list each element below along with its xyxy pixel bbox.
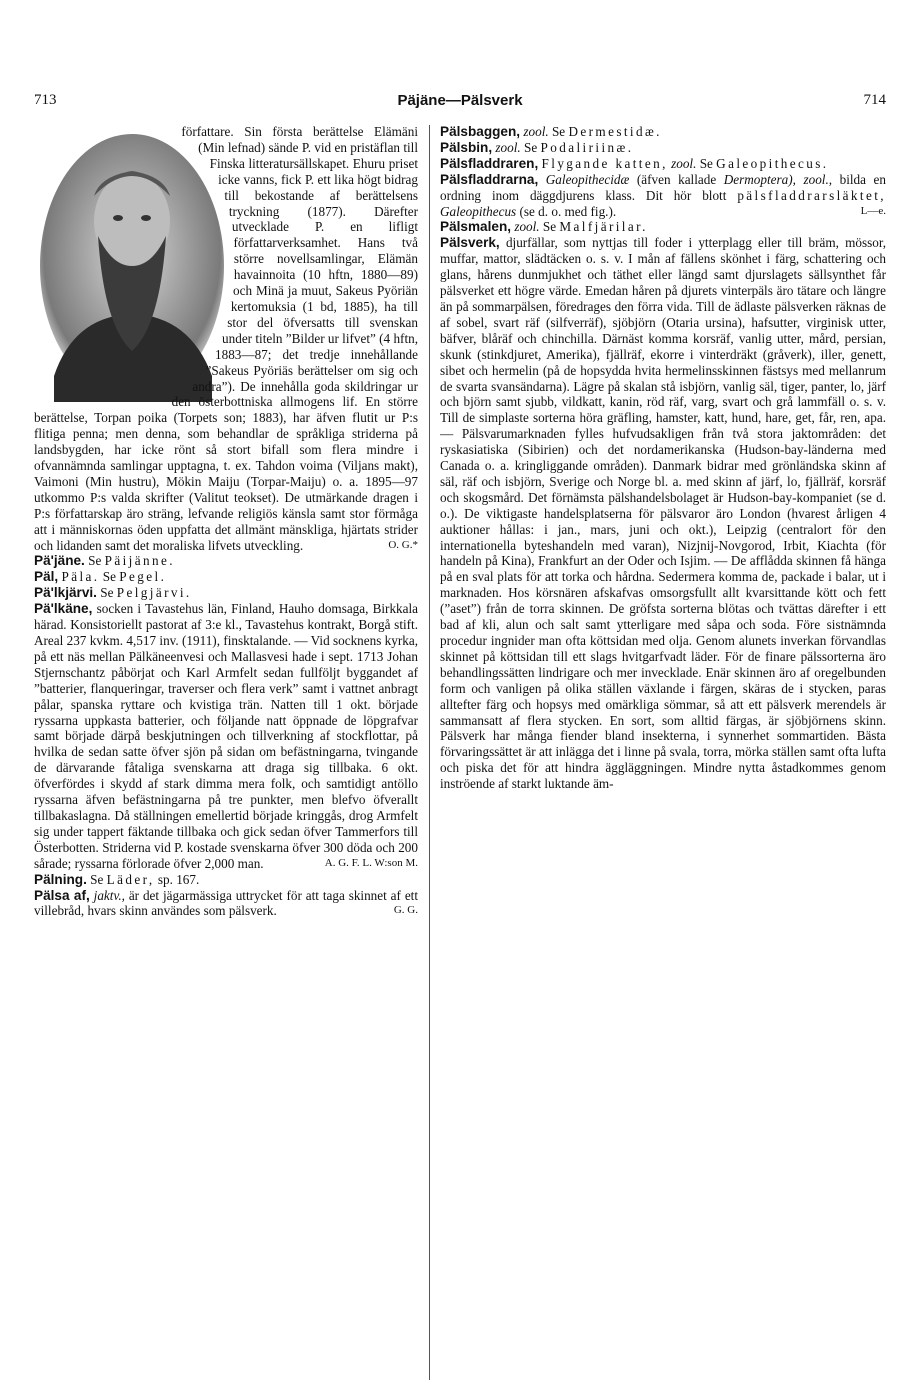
cross-reference: Malfjärilar.: [559, 219, 648, 235]
entry-palsfladdrarna: Pälsfladdrarna, Galeopithecidæ (äfven kallade Dermoptera), zool., bilda en ordning inom däggdjurens klass. Dit hör blott pälsfladdrarsläktet, Galeopithecus (se d. o. med fig.). L—e.: [440, 171, 886, 219]
headword: Pä'jäne.: [34, 553, 85, 569]
running-title: Päjäne—Pälsverk: [397, 92, 523, 109]
entry-palkane: [34, 601, 418, 871]
entry-pal: Päl, Päla. Se Pegel.: [34, 569, 167, 585]
page-header: [34, 92, 886, 114]
author-signature: O. G.*: [388, 538, 418, 551]
headword: Pälsfladdraren,: [440, 155, 539, 171]
headword: Pälsa af,: [34, 887, 90, 903]
page-number-right: 714: [863, 92, 886, 108]
headword: Pälsbaggen,: [440, 124, 521, 139]
cross-reference: Läder,: [106, 871, 155, 887]
entry-palsmalen: Pälsmalen, zool. Se Malfjärilar.: [440, 219, 648, 235]
entry-text: socken i Tavastehus län, Finland, Hauho domsaga, Birkkala härad. Konsistoriellt pastorat af 3:e kl., Tavastehus kontrakt, Borgå stift. Areal 237 kvkm. 4,517 inv. (1911), finsktalande. — Vid socknens kyrka, på ett näs mellan Pälkäneenvesi och Mallasvesi hade i sept. 1713 Johan Stjernschantz påbörjat och Karl Armfelt sedan fullföljt byggandet af ”batterier, flanqueringar, traverser och flera verk” samt i vattnet anbragt pålar, spanska ryttare och kvistiga trän. Natten till 1 okt. började ryssarna uppkasta batterier, och följande natt öppnade de löpgrafvar samt började därpå beskjutningen och tillverkning af stockflottar, på hvilka de sedan satte öfver sjön på sidan om befästningarna, tvingande de därvarande fåtaliga svenskarna att draga sig tillbaka. 6 okt. öfverfördes i skydd af stark dimma mera folk, och samtidigt antöllo ryssarna äfven befästningarna på tre punkter, men blefvo öfverallt tillbakaslagna. Då ställningen emellertid började kringgås, drog Armfelt sig under tappert fäktande tillbaka och gick sedan öfver Tammerfors till Österbotten. Striderna vid P. kostade svenskarna öfver 300 döda och 200 sårade; ryssarna förlorade öfver 2,000 man.: [34, 601, 418, 871]
entry-palsfladdraren: Pälsfladdraren, Flygande katten, zool. Se Galeopithecus.: [440, 155, 829, 171]
entry-palsverk: [440, 235, 886, 792]
headword: Pä'lkjärvi.: [34, 585, 97, 601]
portrait-image: [34, 126, 230, 402]
headword: Päl,: [34, 569, 59, 585]
cross-reference: Pelgjärvi.: [116, 585, 192, 601]
cross-reference: Galeopithecus.: [716, 155, 829, 171]
author-signature: L—e.: [860, 204, 886, 217]
headword: Pälsverk,: [440, 235, 500, 251]
cross-reference: Päijänne.: [104, 553, 175, 569]
entry-paivarinta-continued: [34, 124, 418, 553]
entry-text: är det jägarmässiga uttrycket för att taga skinnet af ett villebråd, hvars skinn användes som pälsverk.: [34, 887, 418, 919]
left-column: [34, 124, 418, 1382]
author-signature: G. G.: [393, 904, 418, 917]
cross-reference: Podaliriinæ.: [540, 139, 634, 155]
author-signature: A. G. F. L. W:son M.: [324, 856, 418, 869]
page-number-left: 713: [34, 92, 57, 108]
entry-palsa-af: Pälsa af, jaktv., är det jägarmässiga uttrycket för att taga skinnet af ett villebråd, hvars skinn användes som pälsverk. G. G.: [34, 887, 418, 919]
entry-palkjarvi: Pä'lkjärvi. Se Pelgjärvi.: [34, 585, 192, 601]
cross-reference: Pegel.: [119, 569, 167, 585]
headword: Pälsfladdrarna,: [440, 171, 539, 187]
entry-palning: Pälning. Se Läder, sp. 167.: [34, 871, 200, 887]
right-column: [440, 124, 886, 1382]
headword: Pä'lkäne,: [34, 601, 93, 617]
portrait-engraving-icon: [34, 126, 230, 402]
headword: Pälning.: [34, 871, 87, 887]
column-divider: [429, 125, 430, 1380]
entry-palsbin: Pälsbin, zool. Se Podaliriinæ.: [440, 139, 634, 155]
entry-text: författare. Sin första berättelse Elämäni (Min lefnad) sände P. vid en pristäflan till Finska litteratursällskapet. Ehuru priset icke vanns, fick P. ett lika högt bidrag till bekostande af berättelsens tryckning (1877). Därefter utvecklade P. en lifligt författarverksamhet. Hans två större novellsamlingar, Elämän havainnoita (10 hftn, 1880—89) och Minä ja muut, Sakeus Pyöriän kertomuksia (1 bd, 1885), ha till stor del öfversatts till svenskan under titeln ”Bilder ur lifvet” (4 hftn, 1883—87; det tredje innehållande ”Sakeus Pyöriäs berättelser om sig och andra”). De innehålla goda skildringar ur den österbottniska allmogens lif. En större berättelse, Torpan poika (Torpets son; 1883), har äfven flutit ur P:s flitiga penna; men denna, som behandlar de språkliga striderna på landsbygden, har icke rönt så stort bifall som flera mindre i ofvannämnda samlingar upptagna, t. ex. Tahdon voima (Viljans makt), Vaimoni (Min hustru), Mökin Maiju (Torpar-Maiju) o. a. 1895—97 utkommo P:s valda skrifter (Valitut teokset). De utmärkande dragen i P:s författarskap äro sträng, lefvande religiös känsla samt stor förmåga att i människornas öden uppfatta det allmänt mänskliga, hjärtats strider och lidanden samt det moraliska lifvets utveckling.: [34, 124, 418, 553]
entry-palsbaggen: Pälsbaggen, zool. Se Dermestidæ.: [440, 124, 662, 139]
entry-text: djurfällar, som nyttjas till foder i ytterplagg eller till bräm, mössor, muffar, mattor, slädtäcken o. s. v. I mån af fällens skönhet i färg, schattering och glans, hårens dunmjukhet och täthet eller längd samt djurslagets sällsynthet får pälsverket ett högre värde. Emedan håren på djurets vinterpäls äro tätare och längre än på sommarpälsen, föredrages den förra vida. Till de ädlaste pälsverken räknas de af sobel, svart räf (silfverräf), sjöbjörn (Otaria ursina), hafsutter, virginisk utter, bäfver, blåräf och chinchilla. Därnäst komma korsräf, vanlig utter, mård, persian, skunk (stinkdjuret, Amerika), fjällräf, ekorre i vinterdräkt (gråverk), iller, genett, sibet och hermelin (på de hopsydda hvita hermelinsskinnen fästsys med mellanrum de svarta svansändarna). Lägre på skalan stå isbjörn, vanlig säl, tiger, panter, lo, järf och björn samt sjubb, vildkatt, kanin, röd räf, varg, svart och grå lammfäll o. s. v. Till de simplaste sorterna höra gräfling, hamster, katt, hund, hare, get, får, ren, apa. — Pälsvarumarknaden fylles hufvudsakligen från två stora jaktområden: det ryskasiatiska (Sibirien) och det nordamerikanska (Hudson-bay-länderna med Canada o. a. kringliggande områden). Danmark bidrar med grönländska skinn af säl, räf och isbjörn, Sverige och Norge bl. a. med skinn af järf, lo, fjällräf, korsräf och skogsmård. Det förnämsta pälshandelsbolaget är Hudson-bay-kompaniet (se d. o.). De viktigaste handelsplatserna för pälsvaror äro London (hvarest årligen 4 auktioner hållas: i jan., mars, juni och okt.), Leipzig (centralort för den internationella byteshandeln med varan), Nizjnij-Novgorod, Irbit, Kiachta (för handeln på Kina), Frankfurt an der Oder och Isjim. — De afflådda skinnen få hänga på en sval plats för att torka och hårdna. Sedermera komma de, packade i balar, ut i marknaden. Hos körsnären afskafvas omsorgsfullt allt kvarsittande kött och fett (”aset”) från de torra skinnen. De gröfsta sorterna blötas och tvättas därefter i ett bad af kli, alun och salt samt ytterligare med såpa och soda. Före sistnämnda procedur ingnider man ofta köttsidan med olja. Genom alunets inverkan förvandlas skinnet på köttsidan till ett slags hvitgarfvadt läder. För de finare pälssorterna äro behandlingssätten lindrigare och mer invecklade. Enär skinnen äro af oregelbunden form och vanligen på olika ställen växlande i färgen, skäras de i stycken, paras alltefter färg och hopsys med omärkliga sömmar, så att ett pälsverk merendels är sammansatt af flera stycken. En sort, som alltid färgas, är sjöbjörnens skinn. Pälsverk har många fiender bland insekterna, i synnerhet sommartiden. Bästa förvaringssättet är att inlägga det i linne på svala, torra, mörka ställen samt ofta lufta och piska det för att hindra äggläggningen. Mindre nytta åstadkommes genom inströende af starkt luktande äm-: [440, 235, 886, 792]
entry-pajane: Pä'jäne. Se Päijänne.: [34, 553, 175, 569]
headword: Pälsbin,: [440, 139, 493, 155]
cross-reference: Dermestidæ.: [568, 124, 662, 139]
headword: Pälsmalen,: [440, 219, 512, 235]
